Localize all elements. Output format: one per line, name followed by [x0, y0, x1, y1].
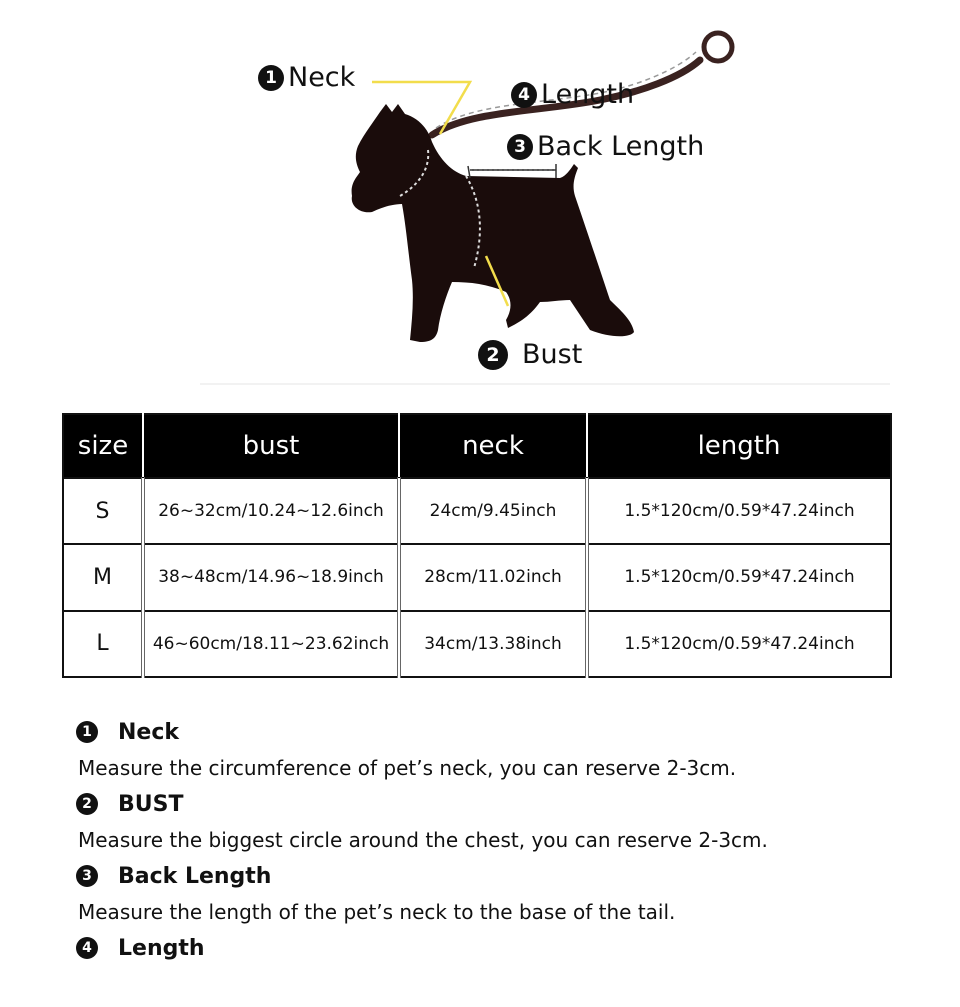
callout-label: Back Length: [537, 131, 705, 162]
callout-label: Bust: [522, 339, 583, 370]
cell-bust: 46~60cm/18.11~23.62inch: [143, 611, 399, 677]
note-title: Length: [118, 935, 205, 961]
column-header-length: length: [587, 414, 891, 478]
note-text-back-length: Measure the length of the pet’s neck to the base of the tail.: [78, 900, 676, 924]
note-title: Neck: [118, 719, 180, 745]
number-badge: 2: [478, 340, 508, 370]
number-badge: 3: [507, 134, 533, 160]
note-text-bust: Measure the biggest circle around the chest, you can reserve 2-3cm.: [78, 828, 768, 852]
cell-size: S: [63, 478, 143, 544]
number-badge: 2: [76, 793, 98, 815]
number-badge: 4: [511, 82, 537, 108]
cell-length: 1.5*120cm/0.59*47.24inch: [587, 478, 891, 544]
cell-size: M: [63, 544, 143, 610]
table-row: [63, 478, 891, 544]
table-row: [63, 611, 891, 677]
table-row: [63, 544, 891, 610]
cell-length: 1.5*120cm/0.59*47.24inch: [587, 611, 891, 677]
note-title: BUST: [118, 791, 184, 817]
cell-length: 1.5*120cm/0.59*47.24inch: [587, 544, 891, 610]
table-header-row: [63, 414, 891, 478]
cell-neck: 28cm/11.02inch: [399, 544, 587, 610]
size-table: [62, 413, 892, 678]
cell-bust: 26~32cm/10.24~12.6inch: [143, 478, 399, 544]
cell-bust: 38~48cm/14.96~18.9inch: [143, 544, 399, 610]
callout-bust: [478, 339, 582, 370]
measurement-notes: [76, 716, 936, 964]
measurement-diagram: [0, 0, 960, 400]
column-header-size: size: [63, 414, 143, 478]
callout-neck: [258, 62, 355, 93]
note-heading-neck: [76, 716, 936, 748]
note-heading-bust: [76, 788, 936, 820]
callout-length: [511, 79, 634, 110]
callout-label: Neck: [288, 62, 356, 93]
number-badge: 1: [76, 721, 98, 743]
note-heading-length: [76, 932, 936, 964]
cell-neck: 34cm/13.38inch: [399, 611, 587, 677]
cell-size: L: [63, 611, 143, 677]
callout-label: Length: [541, 79, 635, 110]
leash-ring: [704, 33, 732, 61]
callout-back-length: [507, 131, 704, 162]
note-heading-back-length: [76, 860, 936, 892]
note-text-neck: Measure the circumference of pet’s neck, you can reserve 2-3cm.: [78, 756, 737, 780]
column-header-neck: neck: [399, 414, 587, 478]
cell-neck: 24cm/9.45inch: [399, 478, 587, 544]
column-header-bust: bust: [143, 414, 399, 478]
number-badge: 1: [258, 65, 284, 91]
number-badge: 3: [76, 865, 98, 887]
note-title: Back Length: [118, 863, 272, 889]
number-badge: 4: [76, 937, 98, 959]
